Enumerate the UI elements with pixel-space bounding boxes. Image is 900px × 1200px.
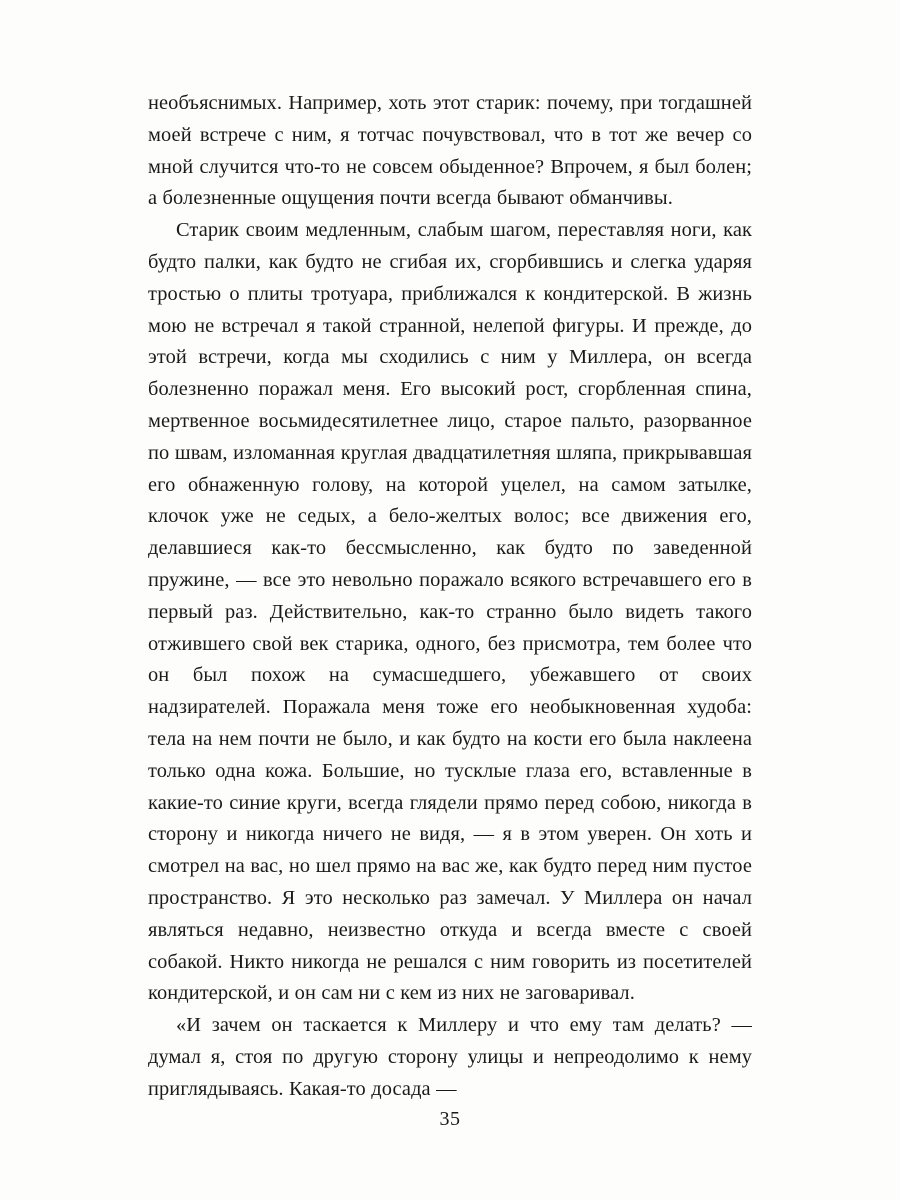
- paragraph: необъяснимых. Например, хоть этот старик: почему, при тогдашней моей встрече с ним, я тотчас почувствовал, что в тот же вечер со мной случится что-то не совсем обыденное? Впрочем, я был болен; а болезненные ощущения почти всегда бывают обманчивы.: [148, 92, 752, 210]
- page-text-body: [148, 88, 752, 1106]
- page-number: 35: [439, 1108, 461, 1130]
- paragraph: Старик своим медленным, слабым шагом, переставляя ноги, как будто палки, как будто не сгибая их, сгорбившись и слегка ударяя тростью о плиты тротуара, приближался к кондитерской. В жизнь мою не встречал я такой странной, нелепой фигуры. И прежде, до этой встречи, когда мы сходились с ним у Миллера, он всегда болезненно поражал меня. Его высокий рост, сгорбленная спина, мертвенное восьмидесятилетнее лицо, старое пальто, разорванное по швам, изломанная круглая двадцатилетняя шляпа, прикрывавшая его обнаженную голову, на которой уцелел, на самом затылке, клочок уже не седых, а бело-желтых волос; все движения его, делавшиеся как-то бессмысленно, как будто по заведенной пружине, — все это невольно поражало всякого встречавшего его в первый раз. Действительно, как-то странно было видеть такого отжившего свой век старика, одного, без присмотра, тем более что он был похож на сумасшедшего, убежавшего от своих надзирателей. Поражала меня тоже его необыкновенная худоба: тела на нем почти не было, и как будто на кости его была наклеена только одна кожа. Большие, но тусклые глаза его, вставленные в какие-то синие круги, всегда глядели прямо перед собою, никогда в сторону и никогда ничего не видя, — я в этом уверен. Он хоть и смотрел на вас, но шел прямо на вас же, как будто перед ним пустое пространство. Я это несколько раз замечал. У Миллера он начал являться недавно, неизвестно откуда и всегда вместе с своей собакой. Никто никогда не решался с ним говорить из посетителей кондитерской, и он сам ни с кем из них не заговаривал.: [148, 219, 752, 1005]
- paragraph: «И зачем он таскается к Миллеру и что ему там делать? — думал я, стоя по другую сторону улицы и непреодолимо к нему приглядываясь. Какая-то досада —: [148, 1014, 752, 1100]
